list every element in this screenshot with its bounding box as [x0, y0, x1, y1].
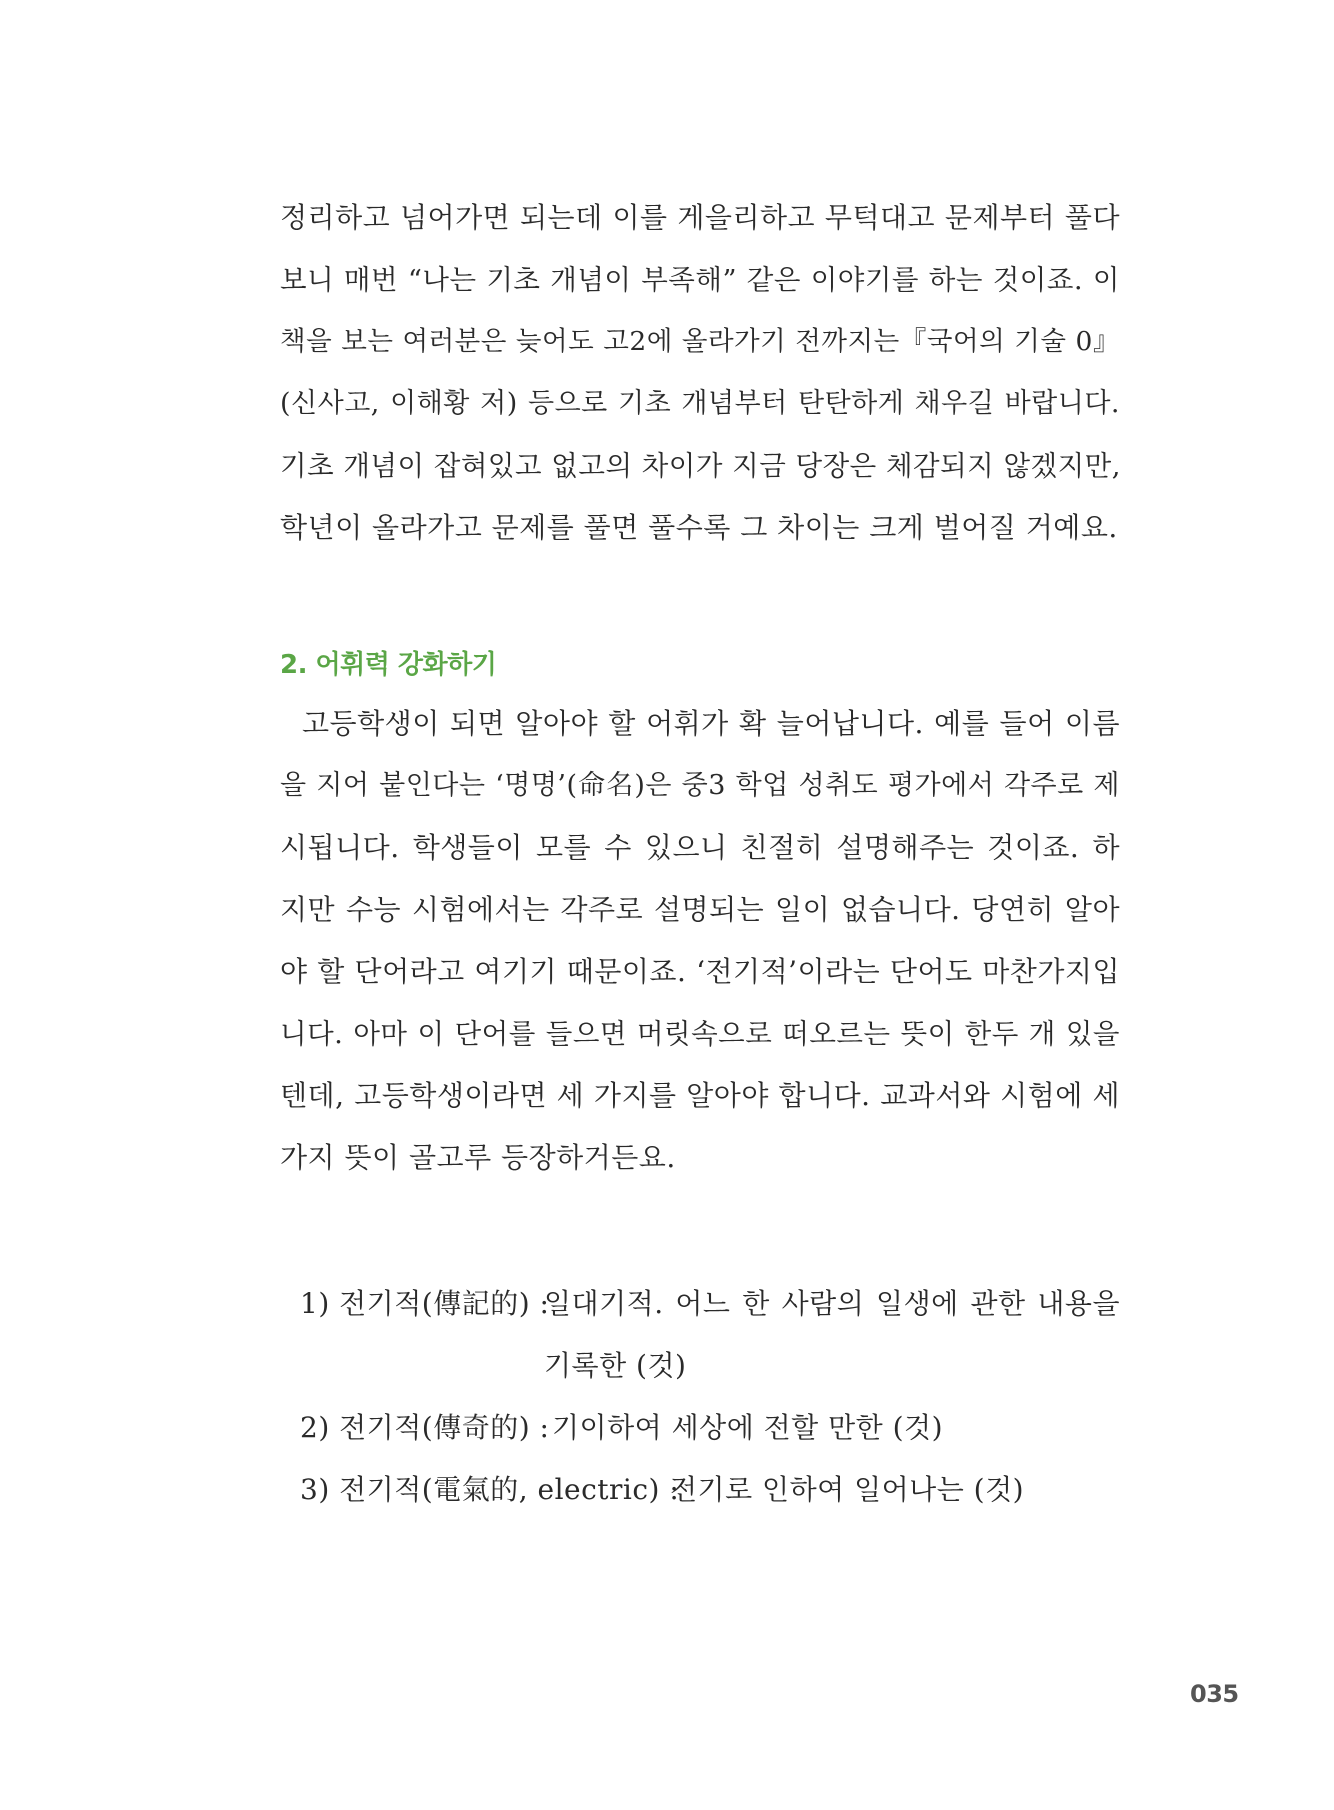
paragraph-line: 기초 개념이 잡혀있고 없고의 차이가 지금 당장은 체감되지 않겠지만,: [280, 450, 1121, 482]
definition-term: 3) 전기적(電氣的, electric) :: [300, 1473, 680, 1506]
section-heading: 2. 어휘력 강화하기: [280, 650, 497, 680]
paragraph-line: 지만 수능 시험에서는 각주로 설명되는 일이 없습니다. 당연히 알아: [280, 893, 1120, 926]
definition-term: 1) 전기적(傳記的) :: [300, 1287, 550, 1320]
paragraph-line: 가지 뜻이 골고루 등장하거든요.: [280, 1141, 676, 1174]
definition-continuation: 기록한 (것): [544, 1349, 687, 1382]
paragraph-line: 텐데, 고등학생이라면 세 가지를 알아야 합니다. 교과서와 시험에 세: [280, 1079, 1120, 1112]
paragraph-line: 책을 보는 여러분은 늦어도 고2에 올라가기 전까지는『국어의 기술 0』: [280, 326, 1120, 357]
paragraph-line: (신사고, 이해황 저) 등으로 기초 개념부터 탄탄하게 채우길 바랍니다.: [280, 388, 1120, 419]
paragraph-line: 시됩니다. 학생들이 모를 수 있으니 친절히 설명해주는 것이죠. 하: [280, 831, 1120, 864]
paragraph-line: 을 지어 붙인다는 ‘명명’(命名)은 중3 학업 성취도 평가에서 각주로 제: [280, 770, 1120, 801]
definition-term: 2) 전기적(傳奇的) :: [300, 1411, 550, 1444]
definition-meaning: 기이하여 세상에 전할 만한 (것): [552, 1411, 944, 1444]
paragraph-line: 학년이 올라가고 문제를 풀면 풀수록 그 차이는 크게 벌어질 거예요.: [280, 511, 1118, 544]
paragraph-line: 니다. 아마 이 단어를 들으면 머릿속으로 떠오르는 뜻이 한두 개 있을: [280, 1018, 1120, 1050]
paragraph-line: 야 할 단어라고 여기기 때문이죠. ‘전기적’이라는 단어도 마찬가지입: [280, 955, 1120, 988]
paragraph-line: 보니 매번 “나는 기초 개념이 부족해” 같은 이야기를 하는 것이죠. 이: [280, 264, 1120, 296]
paragraph-line: 고등학생이 되면 알아야 할 어휘가 확 늘어납니다. 예를 들어 이름: [302, 707, 1120, 740]
definition-meaning: 일대기적. 어느 한 사람의 일생에 관한 내용을: [544, 1287, 1120, 1320]
definition-meaning: 전기로 인하여 일어나는 (것): [670, 1473, 1025, 1506]
page-number: 035: [1190, 1680, 1239, 1708]
paragraph-line: 정리하고 넘어가면 되는데 이를 게을리하고 무턱대고 문제부터 풀다: [280, 201, 1120, 234]
